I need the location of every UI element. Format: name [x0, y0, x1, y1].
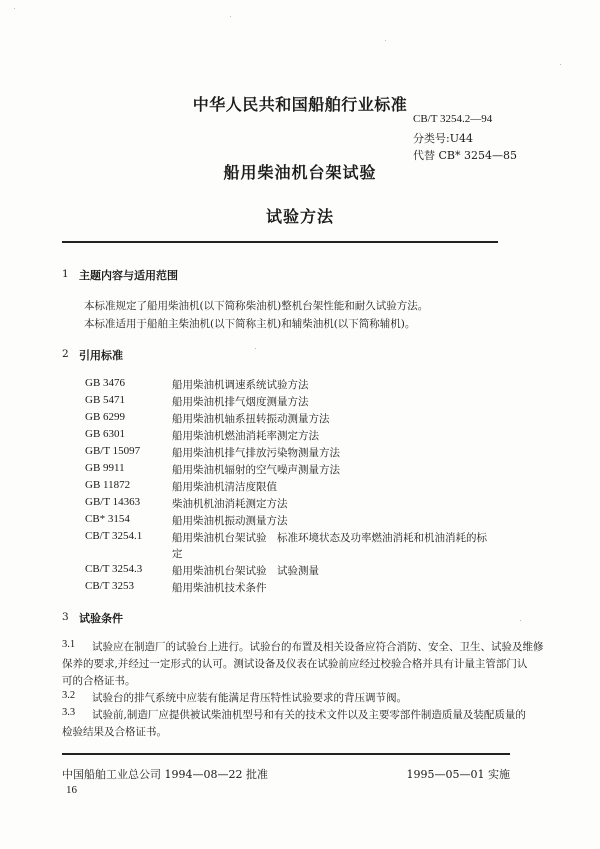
reference-code: GB 6301 — [85, 428, 126, 440]
section-1-paragraph: 本标准规定了船用柴油机(以下简称柴油机)整机台架性能和耐久试验方法。 — [84, 300, 429, 312]
reference-title: 柴油机机油消耗测定方法 — [172, 498, 288, 510]
reference-title: 船用柴油机轴系扭转振动测量方法 — [172, 413, 330, 425]
clause-text: 试验应在制造厂的试验台上进行。试验台的布置及相关设备应符合消防、安全、卫生、试验及维修 — [92, 641, 544, 653]
clause-text: 试验前,制造厂应提供被试柴油机型号和有关的技术文件以及主要零部件制造质量及装配质量的 — [92, 709, 526, 721]
header-divider — [62, 241, 498, 243]
document-subtitle: 试验方法 — [265, 207, 334, 226]
implementation-date: 1995—05—01 实施 — [406, 768, 510, 781]
reference-title: 船用柴油机排气烟度测量方法 — [172, 396, 309, 408]
section-3-number: 3 — [62, 611, 69, 623]
reference-code: GB 3476 — [85, 377, 126, 389]
document-title: 船用柴油机台架试验 — [223, 163, 377, 182]
scan-noise — [520, 620, 521, 621]
clause-text: 检验结果及合格证书。 — [62, 726, 167, 738]
issuing-authority-title: 中华人民共和国船舶行业标准 — [192, 95, 408, 114]
reference-code: GB/T 15097 — [85, 445, 141, 457]
clause-text: 保养的要求,并经过一定形式的认可。测试设备及仪表在试验前应经过校验合格并具有计量主管部门认 — [62, 658, 528, 670]
approval-statement: 中国船舶工业总公司 1994—08—22 批准 — [62, 768, 268, 781]
reference-code: GB 6299 — [85, 411, 126, 423]
reference-code: CB/T 3254.1 — [85, 530, 143, 542]
reference-code: GB 11872 — [85, 479, 131, 491]
reference-title: 船用柴油机清洁度限值 — [172, 481, 277, 493]
reference-title: 船用柴油机辐射的空气噪声测量方法 — [172, 464, 340, 476]
reference-title: 船用柴油机振动测量方法 — [172, 515, 288, 527]
reference-title: 船用柴油机排气排放污染物测量方法 — [172, 447, 340, 459]
section-3-title: 试验条件 — [79, 612, 123, 625]
reference-code: GB/T 14363 — [85, 496, 141, 508]
reference-code: GB 9911 — [85, 462, 125, 474]
classification-number: 分类号:U44 — [413, 132, 473, 145]
footer-divider — [62, 753, 510, 755]
clause-text: 试验台的排气系统中应装有能满足背压特性试验要求的背压调节阀。 — [92, 692, 407, 704]
scan-noise — [560, 64, 561, 65]
reference-code: CB/T 3253 — [85, 580, 135, 592]
clause-number: 3.2 — [62, 690, 76, 701]
section-2-number: 2 — [62, 348, 69, 360]
section-1-paragraph: 本标准适用于船舶主柴油机(以下简称主机)和辅柴油机(以下简称辅机)。 — [84, 318, 416, 330]
reference-title: 船用柴油机调速系统试验方法 — [172, 379, 309, 391]
scan-noise — [14, 8, 15, 9]
scan-noise — [255, 348, 256, 349]
clause-text: 可的合格证书。 — [62, 675, 136, 687]
section-1-title: 主题内容与适用范围 — [79, 269, 178, 282]
replaces-standard: 代替 CB* 3254—85 — [413, 149, 517, 162]
reference-code: CB/T 3254.3 — [85, 563, 143, 575]
clause-number: 3.1 — [62, 639, 76, 650]
section-1-number: 1 — [62, 268, 69, 280]
scan-noise — [230, 16, 231, 17]
reference-title-continuation: 定 — [172, 548, 183, 560]
page-number: 16 — [66, 784, 77, 796]
section-2-title: 引用标准 — [79, 349, 123, 362]
reference-title: 船用柴油机台架试验 试验测量 — [172, 565, 319, 577]
clause-number: 3.3 — [62, 707, 76, 718]
reference-title: 船用柴油机技术条件 — [172, 582, 267, 594]
standard-number: CB/T 3254.2—94 — [413, 113, 493, 125]
scan-noise — [385, 40, 386, 41]
reference-title: 船用柴油机台架试验 标准环境状态及功率燃油消耗和机油消耗的标 — [172, 532, 487, 544]
reference-code: CB* 3154 — [85, 513, 130, 525]
reference-code: GB 5471 — [85, 394, 126, 406]
reference-title: 船用柴油机燃油消耗率测定方法 — [172, 430, 319, 442]
